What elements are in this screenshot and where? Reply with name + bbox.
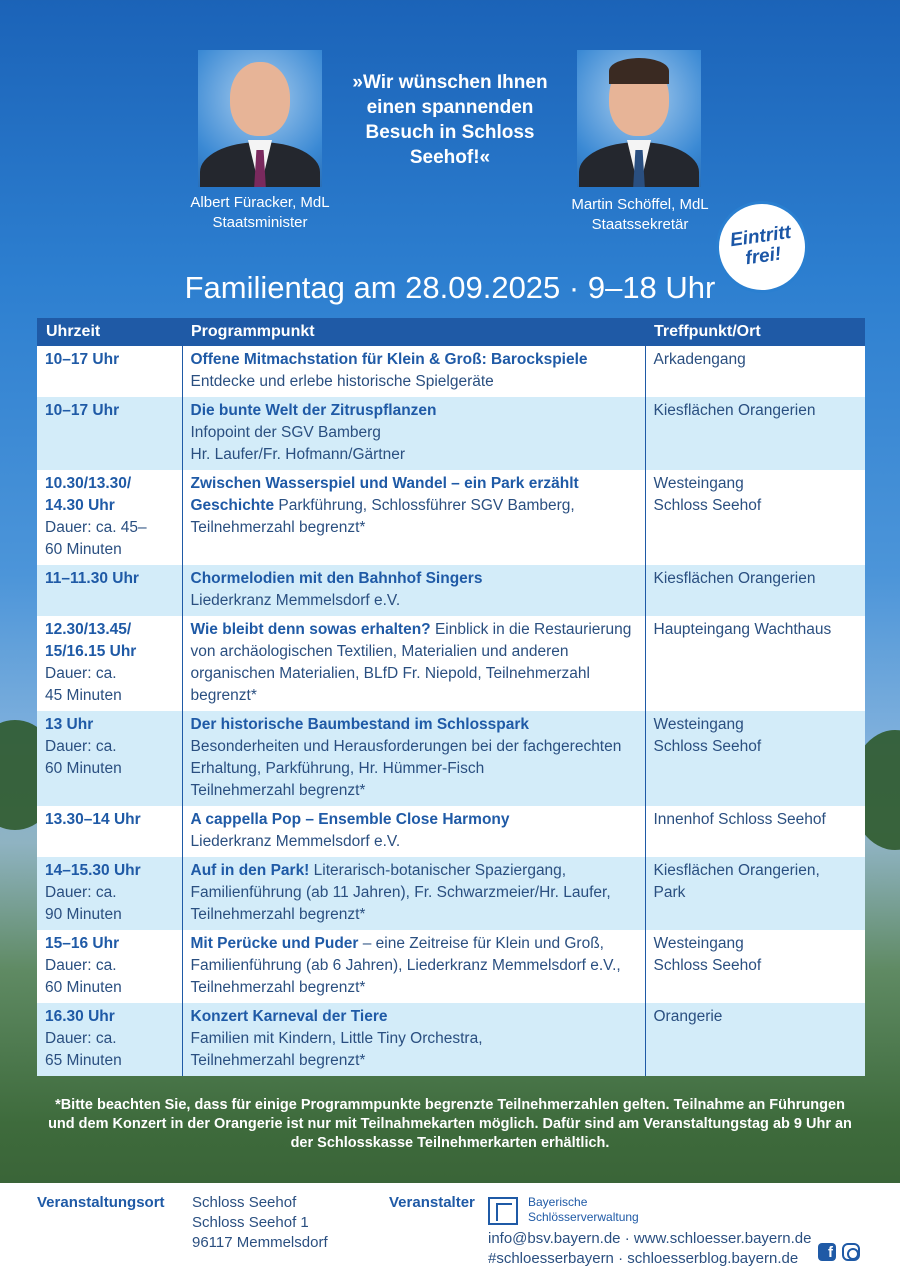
program-place: Westeingang Schloss Seehof: [653, 716, 762, 755]
program-title: A cappella Pop – Ensemble Close Harmony: [190, 811, 510, 828]
program-place-cell: [645, 470, 865, 565]
program-time-cell: [37, 397, 182, 470]
program-item-cell: [182, 616, 645, 711]
program-time: 16.30 Uhr: [45, 1008, 115, 1025]
program-row: [37, 930, 865, 1003]
program-item-cell: [182, 806, 645, 857]
program-title: Mit Perücke und Puder: [190, 935, 359, 952]
portrait-left: [198, 50, 322, 187]
program-duration: Dauer: ca. 45– 60 Minuten: [45, 519, 147, 558]
program-duration: Dauer: ca. 90 Minuten: [45, 884, 122, 923]
program-title: Konzert Karneval der Tiere: [190, 1008, 388, 1025]
program-time-cell: [37, 565, 182, 616]
program-time-cell: [37, 857, 182, 930]
program-duration: Dauer: ca. 60 Minuten: [45, 738, 122, 777]
program-description: Infopoint der SGV Bamberg Hr. Laufer/Fr. Hofmann/Gärtner: [190, 424, 406, 463]
program-item-cell: [182, 346, 645, 397]
program-time-cell: [37, 346, 182, 397]
program-place: Innenhof Schloss Seehof: [653, 811, 826, 828]
program-item-cell: [182, 711, 645, 806]
program-title: Offene Mitmachstation für Klein & Groß: Barockspiele: [190, 351, 588, 368]
person-right-caption: [550, 195, 730, 235]
program-place: Arkadengang: [653, 351, 746, 368]
free-entry-badge-text: Eintritt frei!: [728, 221, 793, 270]
contact-line-1[interactable]: info@bsv.bayern.de · www.schloesser.bayern.de: [488, 1230, 812, 1247]
program-row: [37, 346, 865, 397]
program-duration: Dauer: ca. 65 Minuten: [45, 1030, 122, 1069]
welcome-quote: »Wir wünschen Ihnen einen spannenden Besuch in Schloss Seehof!«: [352, 72, 548, 168]
program-time-cell: [37, 470, 182, 565]
program-time: 10.30/13.30/ 14.30 Uhr: [45, 475, 132, 514]
program-place: Kiesflächen Orangerien: [653, 570, 816, 587]
program-row: [37, 857, 865, 930]
program-description: Parkführung, Schlossführer SGV Bamberg, Teilnehmerzahl begrenzt*: [190, 497, 575, 536]
program-time-cell: [37, 711, 182, 806]
footer: [0, 1183, 900, 1277]
program-description: Liederkranz Memmelsdorf e.V.: [190, 833, 401, 850]
program-description: Besonderheiten und Herausforderungen bei der fachgerechten Erhaltung, Parkführung, Hr. Hümmer-Fisch Teilnehmerzahl begrenzt*: [190, 738, 622, 799]
program-place-cell: [645, 930, 865, 1003]
program-description: Liederkranz Memmelsdorf e.V.: [190, 592, 401, 609]
program-place-cell: [645, 1003, 865, 1076]
program-time: 10–17 Uhr: [45, 351, 120, 368]
program-time: 11–11.30 Uhr: [45, 570, 139, 587]
program-description: Literarisch-botanischer Spaziergang, Familienführung (ab 11 Jahren), Fr. Schwarzmeier/Hr. Laufer, Teilnehmerzahl begrenzt*: [190, 862, 611, 923]
person-left-role: Staatsminister: [212, 214, 308, 231]
program-row: [37, 806, 865, 857]
program-place: Kiesflächen Orangerien, Park: [653, 862, 820, 901]
venue-address: Schloss Seehof Schloss Seehof 1 96117 Memmelsdorf: [192, 1194, 328, 1251]
program-place: Orangerie: [653, 1008, 723, 1025]
program-time-cell: [37, 806, 182, 857]
event-headline: Familientag am 28.09.2025 · 9–18 Uhr: [184, 270, 716, 305]
program-row: [37, 470, 865, 565]
program-row: [37, 1003, 865, 1076]
program-table: [37, 318, 865, 1076]
contact-line-2[interactable]: #schloesserbayern · schloesserblog.bayern.de: [488, 1250, 799, 1267]
program-place: Haupteingang Wachthaus: [653, 621, 832, 638]
program-item-cell: [182, 930, 645, 1003]
program-duration: Dauer: ca. 60 Minuten: [45, 957, 122, 996]
program-title: Zwischen Wasserspiel und Wandel – ein Park erzählt Geschichte: [190, 475, 579, 514]
program-time: 10–17 Uhr: [45, 402, 120, 419]
program-description: Familien mit Kindern, Little Tiny Orchestra, Teilnehmerzahl begrenzt*: [190, 1030, 483, 1069]
program-duration: Dauer: ca. 45 Minuten: [45, 665, 122, 704]
program-item-cell: [182, 1003, 645, 1076]
header-place: Treffpunkt/Ort: [645, 318, 865, 346]
program-title: Auf in den Park!: [190, 862, 310, 879]
program-title: Der historische Baumbestand im Schlosspark: [190, 716, 530, 733]
program-title: Die bunte Welt der Zitruspflanzen: [190, 402, 437, 419]
program-item-cell: [182, 470, 645, 565]
portrait-right: [577, 50, 701, 187]
program-place-cell: [645, 806, 865, 857]
program-time: 13.30–14 Uhr: [45, 811, 141, 828]
program-time-cell: [37, 1003, 182, 1076]
program-row: [37, 565, 865, 616]
program-description: – eine Zeitreise für Klein und Groß, Familienführung (ab 6 Jahren), Liederkranz Memmelsdorf e.V., Teilnehmerzahl begrenzt*: [190, 935, 621, 996]
instagram-icon[interactable]: [842, 1243, 860, 1261]
venue-label: Veranstaltungsort: [37, 1194, 165, 1211]
program-place: Westeingang Schloss Seehof: [653, 475, 762, 514]
program-time: 12.30/13.45/ 15/16.15 Uhr: [45, 621, 137, 660]
person-left-name: Albert Füracker, MdL: [190, 194, 330, 211]
program-row: [37, 711, 865, 806]
program-place-cell: [645, 711, 865, 806]
program-title: Chormelodien mit den Bahnhof Singers: [190, 570, 483, 587]
participation-notice: *Bitte beachten Sie, dass für einige Programmpunkte begrenzte Teilnehmerzahlen gelten. Teilnahme an Führungen und dem Konzert in der Orangerie ist nur mit Teilnahmekarten möglich. Dafür sind am Veranstaltungstag ab 9 Uhr an der Schlosskasse Teilnehmerkarten erhältlich.: [48, 1097, 852, 1151]
program-place-cell: [645, 397, 865, 470]
program-item-cell: [182, 857, 645, 930]
program-description: Einblick in die Restaurierung von archäologischen Textilien, Materialien und anderen organischen Materialien, BLfD Fr. Niepold, Teilnehmerzahl begrenzt*: [190, 621, 632, 704]
program-row: [37, 397, 865, 470]
program-description: Entdecke und erlebe historische Spielgeräte: [190, 373, 494, 390]
program-time: 14–15.30 Uhr: [45, 862, 141, 879]
program-table-header: [37, 318, 865, 346]
program-place: Westeingang Schloss Seehof: [653, 935, 762, 974]
person-left-caption: [170, 193, 350, 233]
program-place: Kiesflächen Orangerien: [653, 402, 816, 419]
program-title: Wie bleibt denn sowas erhalten?: [190, 621, 431, 638]
person-right-role: Staatssekretär: [591, 216, 689, 233]
program-time: 15–16 Uhr: [45, 935, 120, 952]
organizer-logo-text: Bayerische Schlösserverwaltung: [528, 1195, 639, 1224]
program-place-cell: [645, 857, 865, 930]
program-time-cell: [37, 930, 182, 1003]
header-time: Uhrzeit: [37, 318, 182, 346]
header-program: Programmpunkt: [182, 318, 645, 346]
program-place-cell: [645, 616, 865, 711]
program-item-cell: [182, 397, 645, 470]
program-row: [37, 616, 865, 711]
program-time: 13 Uhr: [45, 716, 94, 733]
program-time-cell: [37, 616, 182, 711]
program-place-cell: [645, 565, 865, 616]
bsv-logo-icon: [488, 1197, 518, 1225]
person-right-name: Martin Schöffel, MdL: [571, 196, 709, 213]
organizer-label: Veranstalter: [389, 1194, 475, 1211]
program-place-cell: [645, 346, 865, 397]
program-item-cell: [182, 565, 645, 616]
facebook-icon[interactable]: f: [818, 1243, 836, 1261]
